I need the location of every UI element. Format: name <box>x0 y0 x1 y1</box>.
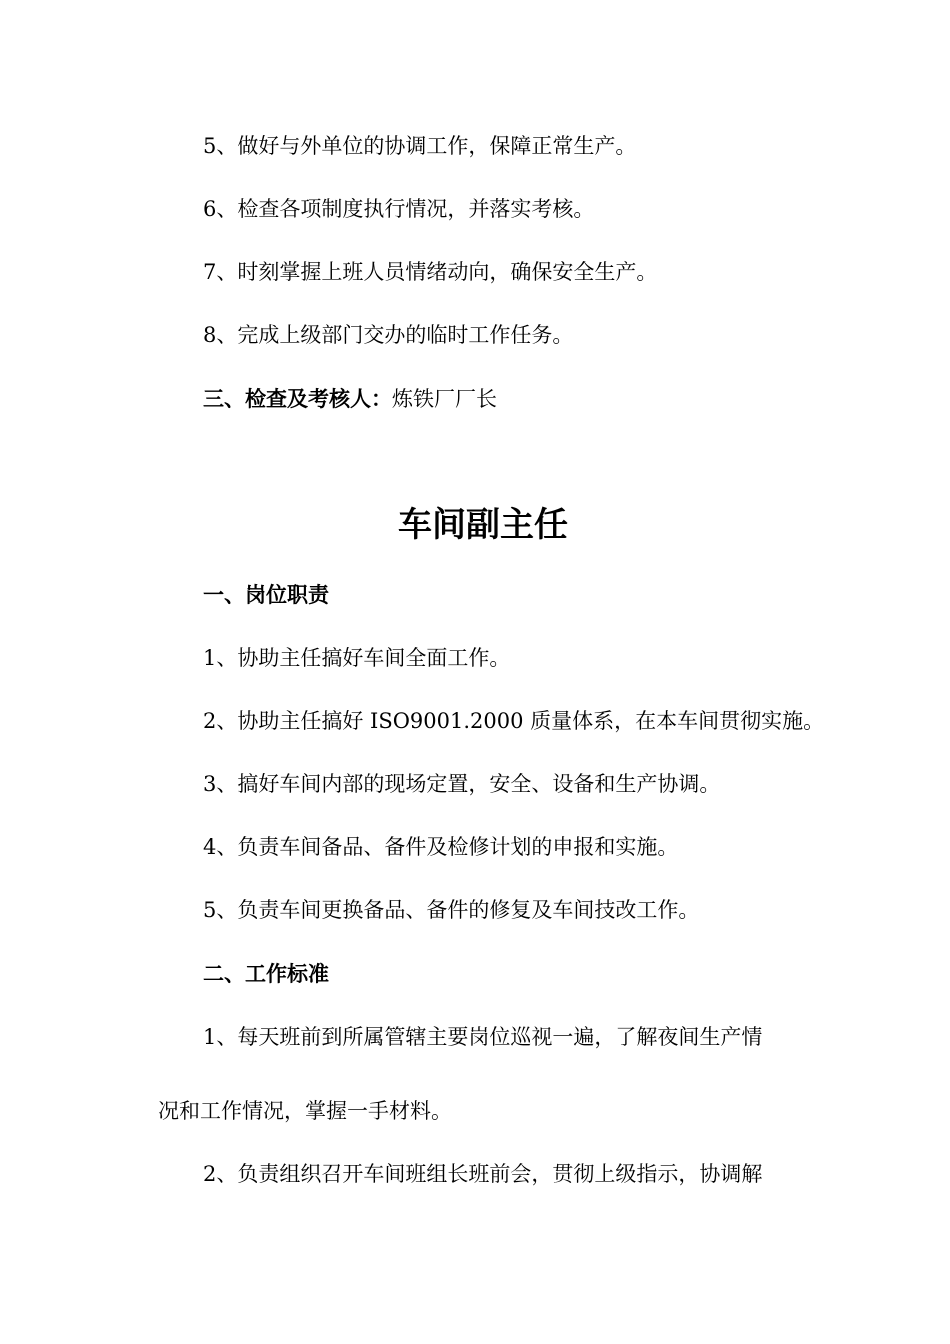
duty-item: 1、协助主任搞好车间全面工作。 <box>203 646 511 670</box>
standards-heading: 二、工作标准 <box>203 961 329 986</box>
duty-item: 5、做好与外单位的协调工作，保障正常生产。 <box>203 134 637 158</box>
duty-item: 7、时刻掌握上班人员情绪动向，确保安全生产。 <box>203 260 658 284</box>
duty-item: 8、完成上级部门交办的临时工作任务。 <box>203 323 574 347</box>
duty-item: 4、负责车间备品、备件及检修计划的申报和实施。 <box>203 835 679 859</box>
duty-item: 6、检查各项制度执行情况，并落实考核。 <box>203 197 595 221</box>
duty-item: 2、协助主任搞好 ISO9001.2000 质量体系，在本车间贯彻实施。 <box>203 709 825 733</box>
standard-item-line: 1、每天班前到所属管辖主要岗位巡视一遍，了解夜间生产情 <box>203 1025 763 1049</box>
standard-item-line: 2、负责组织召开车间班组长班前会，贯彻上级指示，协调解 <box>203 1162 763 1186</box>
inspector-label: 三、检查及考核人： <box>203 386 392 411</box>
duty-item: 5、负责车间更换备品、备件的修复及车间技改工作。 <box>203 898 700 922</box>
inspector-value: 炼铁厂厂长 <box>392 387 497 411</box>
duty-item: 3、搞好车间内部的现场定置，安全、设备和生产协调。 <box>203 772 721 796</box>
inspector-line <box>203 385 497 413</box>
standard-item-continuation: 况和工作情况，掌握一手材料。 <box>158 1099 452 1123</box>
duties-heading: 一、岗位职责 <box>203 582 329 607</box>
section-title: 车间副主任 <box>398 505 568 545</box>
